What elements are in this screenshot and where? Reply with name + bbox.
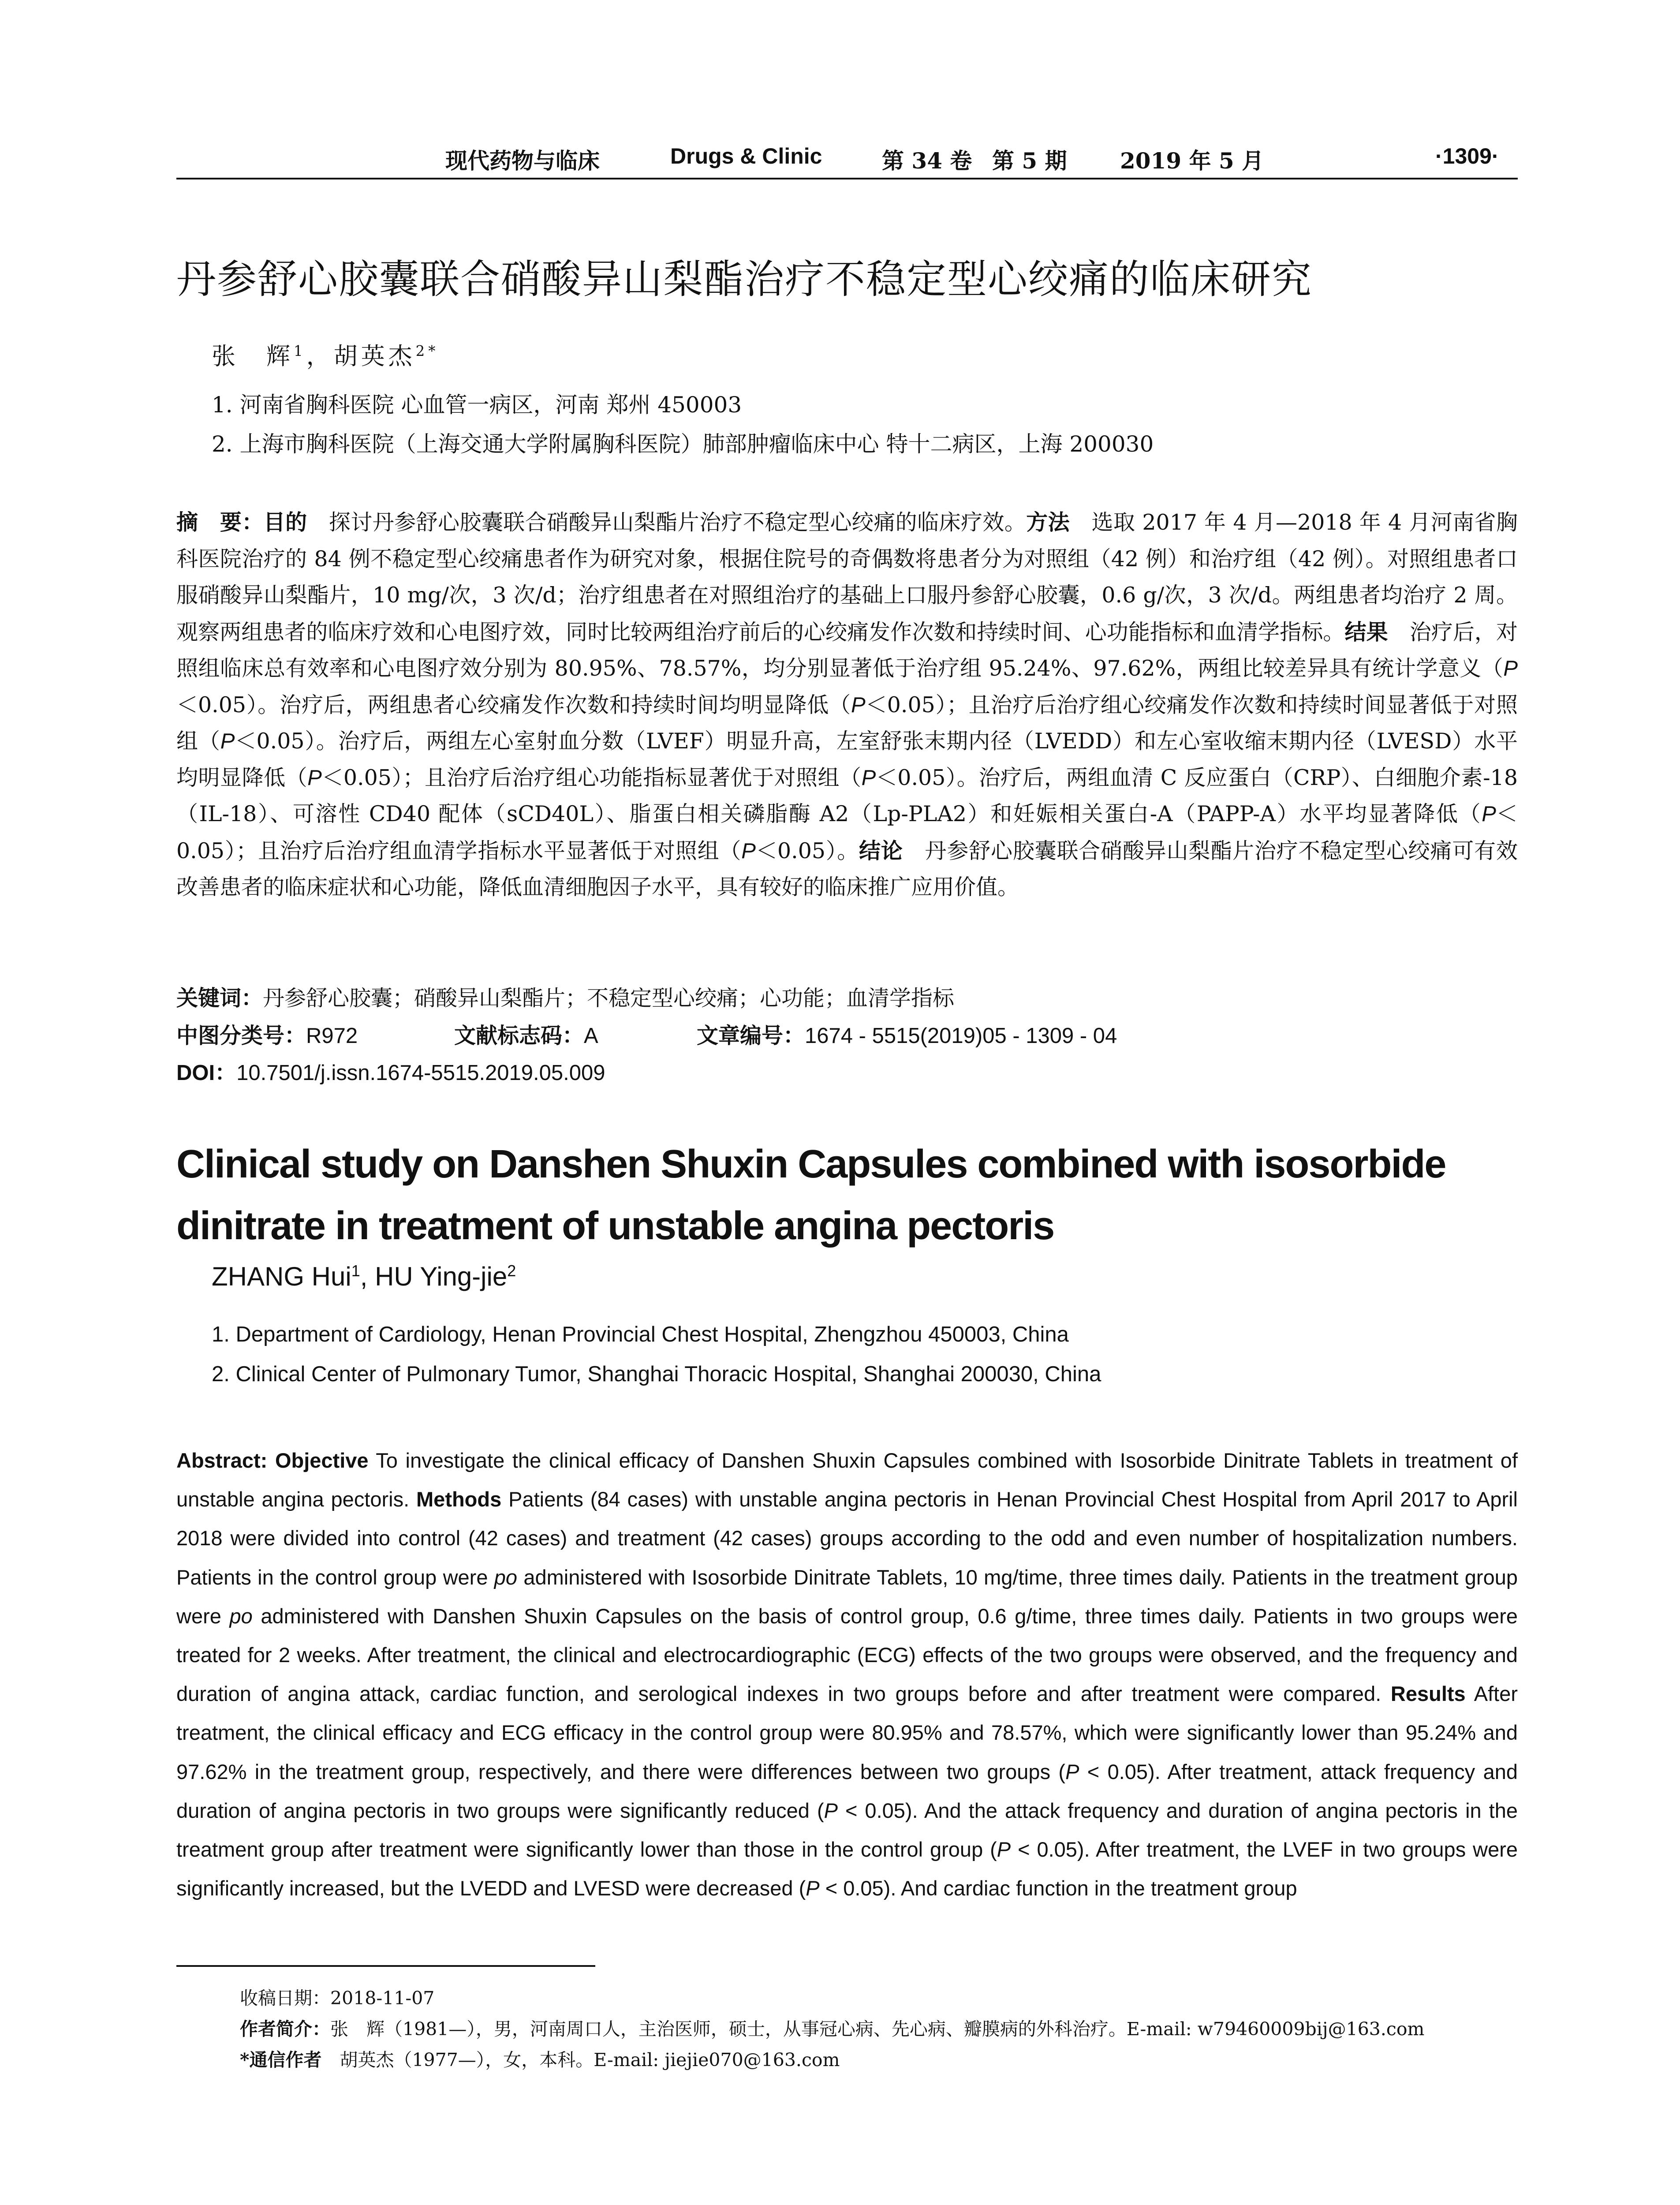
- doi-label: DOI：: [176, 1061, 237, 1085]
- abstract-label-en: Abstract:: [176, 1449, 275, 1472]
- p-value-symbol-en: P: [824, 1798, 838, 1822]
- methods-label-en: Methods: [416, 1487, 502, 1511]
- results-text-cn: 治疗后，对照组临床总有效率和心电图疗效分别为 80.95%、78.57%，均分别显著低于治疗组 95.24%、97.62%，两组比较差异具有统计学意义（: [176, 619, 1518, 681]
- corresponding-author-text: 胡英杰（1977—），女，本科。E-mail: jiejie070@163.com: [321, 2049, 840, 2070]
- doi-value: 10.7501/j.issn.1674-5515.2019.05.009: [236, 1061, 605, 1085]
- article-number: [697, 1019, 1117, 1050]
- po-abbrev: po: [229, 1604, 253, 1628]
- p-value-symbol-en: P: [1065, 1760, 1079, 1783]
- conclusion-text-cn: 丹参舒心胶囊联合硝酸异山梨酯片治疗不稳定型心绞痛可有效改善患者的临床症状和心功能，降低血清细胞因子水平，具有较好的临床推广应用价值。: [176, 838, 1518, 900]
- author-separator: ，: [306, 342, 334, 370]
- results-text-cn: ＜0.05）；且治疗后治疗组心功能指标显著优于对照组（: [321, 765, 862, 790]
- header-rule: [176, 178, 1518, 179]
- p-value-symbol: P: [1482, 802, 1496, 826]
- methods-label-cn: 方法: [1026, 509, 1070, 535]
- journal-name-en: Drugs & Clinic: [670, 144, 822, 168]
- results-text-en: < 0.05). After treatment, the LVEF in two groups were significantly increased, but the LVEDD and LVESD were decreased (: [176, 1838, 1518, 1900]
- results-text-cn: ＜0.05）。治疗后，两组患者心绞痛发作次数和持续时间均明显降低（: [176, 692, 851, 718]
- results-text-en: < 0.05). And the attack frequency and duration of angina pectoris in the treatment group after treatment were significantly lower than those in the control group (: [176, 1798, 1518, 1861]
- clc-number: [176, 1019, 358, 1050]
- affiliation-2-cn: 2. 上海市胸科医院（上海交通大学附属胸科医院）肺部肿瘤临床中心 特十二病区，上海 200030: [212, 431, 1154, 457]
- keywords-label: 关键词：: [176, 985, 263, 1011]
- p-value-symbol-en: P: [806, 1876, 820, 1900]
- journal-name-cn: 现代药物与临床: [445, 148, 600, 174]
- methods-text-cn: 选取 2017 年 4 月—2018 年 4 月河南省胸科医院治疗的 84 例不稳定型心绞痛患者作为研究对象，根据住院号的奇偶数将患者分为对照组（42 例）和治疗组（42 例）。对照组患者口服硝酸异山梨酯片，10 mg/次，3 次/d；治疗组患者在对照组治疗的基础上口服丹参舒心胶囊，0.6 g/次，3 次/d。两组患者均治疗 2 周。观察两组患者的临床疗效和心电图疗效，同时比较两组治疗前后的心绞痛发作次数和持续时间、心功能指标和血清学指标。: [176, 510, 1518, 645]
- article-number-value: 1674 - 5515(2019)05 - 1309 - 04: [805, 1024, 1117, 1048]
- methods-text-en: administered with Isosorbide Dinitrate Tablets, 10 mg/time, three times daily. Patients in the treatment group were: [176, 1565, 1518, 1628]
- affiliation-1-cn: 1. 河南省胸科医院 心血管一病区，河南 郑州 450003: [212, 392, 742, 418]
- p-value-symbol: P: [220, 729, 235, 753]
- affiliation-2-en: 2. Clinical Center of Pulmonary Tumor, Shanghai Thoracic Hospital, Shanghai 200030, China: [212, 1362, 1101, 1386]
- author-2: 胡英杰: [333, 342, 416, 370]
- title-cn: 丹参舒心胶囊联合硝酸异山梨酯治疗不稳定型心绞痛的临床研究: [176, 256, 1312, 303]
- author-1: 张 辉: [212, 342, 294, 370]
- author-1-affil-en: 1: [351, 1262, 360, 1280]
- po-abbrev: po: [494, 1565, 518, 1589]
- author-2-affil-en: 2: [507, 1262, 516, 1280]
- p-value-symbol-en: P: [997, 1838, 1011, 1861]
- clc-value: R972: [306, 1024, 358, 1048]
- keywords-text: 丹参舒心胶囊；硝酸异山梨酯片；不稳定型心绞痛；心功能；血清学指标: [263, 986, 955, 1011]
- document-code-label: 文献标志码：: [454, 1023, 584, 1048]
- corresponding-author-label: *通信作者: [240, 2049, 322, 2070]
- footnote-rule: [176, 1965, 595, 1967]
- p-value-symbol: P: [851, 693, 866, 717]
- p-value-symbol: P: [741, 839, 756, 863]
- objective-label-en: Objective: [275, 1449, 369, 1472]
- methods-text-en: Patients (84 cases) with unstable angina pectoris in Henan Provincial Chest Hospital from April 2017 to April 2018 were divided into control (42 cases) and treatment (42 cases) groups according to the odd and even number of hospitalization numbers. Patients in the control group were: [176, 1487, 1518, 1589]
- page-number: ·1309·: [1435, 144, 1499, 168]
- author-2-en: HU Ying-jie: [375, 1262, 508, 1291]
- results-text-cn: ＜0.05）。治疗后，两组左心室射血分数（LVEF）明显升高，左室舒张末期内径（LVEDD）和左心室收缩末期内径（LVESD）水平均明显降低（: [176, 729, 1518, 790]
- results-text-cn: ＜0.05）；且治疗后治疗组心绞痛发作次数和持续时间显著低于对照组（: [176, 692, 1518, 754]
- p-value-symbol: P: [861, 766, 876, 790]
- issue-date: 2019 年 5 月: [1120, 148, 1264, 174]
- p-value-symbol: P: [1503, 657, 1518, 680]
- doi: [176, 1056, 605, 1087]
- author-bio-label: 作者简介：: [240, 2018, 330, 2040]
- issue: 第 5 期: [992, 148, 1067, 174]
- author-bio-text: 张 辉（1981—），男，河南周口人，主治医师，硕士，从事冠心病、先心病、瓣膜病的外科治疗。E-mail: w79460009bij@163.com: [330, 2018, 1425, 2040]
- clc-label: 中图分类号：: [176, 1023, 306, 1048]
- volume: 第 34 卷: [882, 148, 972, 174]
- author-2-affil: 2*: [415, 343, 439, 359]
- article-number-label: 文章编号：: [697, 1023, 805, 1048]
- keywords-cn: [176, 981, 954, 1012]
- results-text-en: < 0.05). And cardiac function in the treatment group: [819, 1876, 1297, 1900]
- results-text-en: < 0.05). After treatment, attack frequency and duration of angina pectoris in two groups were significantly reduced (: [176, 1760, 1518, 1822]
- author-bio: [240, 2014, 1424, 2041]
- results-text-en: After treatment, the clinical efficacy and ECG efficacy in the control group were 80.95% and 78.57%, which were significantly lower than 95.24% and 97.62% in the treatment group, respectively, and there were differences between two groups (: [176, 1682, 1518, 1783]
- document-code-value: A: [584, 1024, 598, 1048]
- objective-text-cn: 探讨丹参舒心胶囊联合硝酸异山梨酯片治疗不稳定型心绞痛的临床疗效。: [307, 510, 1027, 535]
- author-separator-en: ,: [360, 1262, 375, 1291]
- results-text-cn: ＜0.05）。: [755, 838, 859, 863]
- corresponding-author: [240, 2045, 840, 2071]
- document-code: [454, 1019, 598, 1050]
- methods-text-en: administered with Danshen Shuxin Capsules on the basis of control group, 0.6 g/time, three times daily. Patients in two groups were treated for 2 weeks. After treatment, the clinical and electrocardiographic (ECG) effects of the two groups were observed, and the frequency and duration of angina attack, cardiac function, and serological indexes in two groups before and after treatment were compared.: [176, 1604, 1518, 1706]
- p-value-symbol: P: [307, 766, 322, 790]
- objective-label-cn: 目的: [263, 509, 307, 535]
- authors-cn: [212, 337, 439, 371]
- abstract-cn: [176, 504, 1518, 906]
- authors-en: [212, 1261, 516, 1292]
- results-text-cn: ＜0.05）；且治疗后治疗组血清学指标水平显著低于对照组（: [176, 801, 1518, 863]
- abstract-en: [176, 1441, 1518, 1908]
- results-label-cn: 结果: [1344, 619, 1388, 645]
- affiliation-1-en: 1. Department of Cardiology, Henan Provincial Chest Hospital, Zhengzhou 450003, China: [212, 1323, 1069, 1346]
- abstract-label-cn: 摘 要：: [176, 509, 264, 535]
- objective-text-en: To investigate the clinical efficacy of Danshen Shuxin Capsules combined with Isosorbide Dinitrate Tablets in treatment of unstable angina pectoris.: [176, 1449, 1518, 1511]
- results-label-en: Results: [1390, 1682, 1466, 1706]
- received-date: 收稿日期：2018-11-07: [240, 1988, 435, 2009]
- title-en: Clinical study on Danshen Shuxin Capsules combined with isosorbide dinitrate in treatment of unstable angina pectoris: [176, 1142, 1446, 1248]
- conclusion-label-cn: 结论: [859, 837, 903, 863]
- results-text-cn: ＜0.05）。治疗后，两组血清 C 反应蛋白（CRP）、白细胞介素-18（IL-18）、可溶性 CD40 配体（sCD40L）、脂蛋白相关磷脂酶 A2（Lp-PLA2）和妊娠相关蛋白-A（PAPP-A）水平均显著降低（: [176, 765, 1518, 826]
- author-1-en: ZHANG Hui: [212, 1262, 351, 1291]
- author-1-affil: 1: [294, 343, 306, 359]
